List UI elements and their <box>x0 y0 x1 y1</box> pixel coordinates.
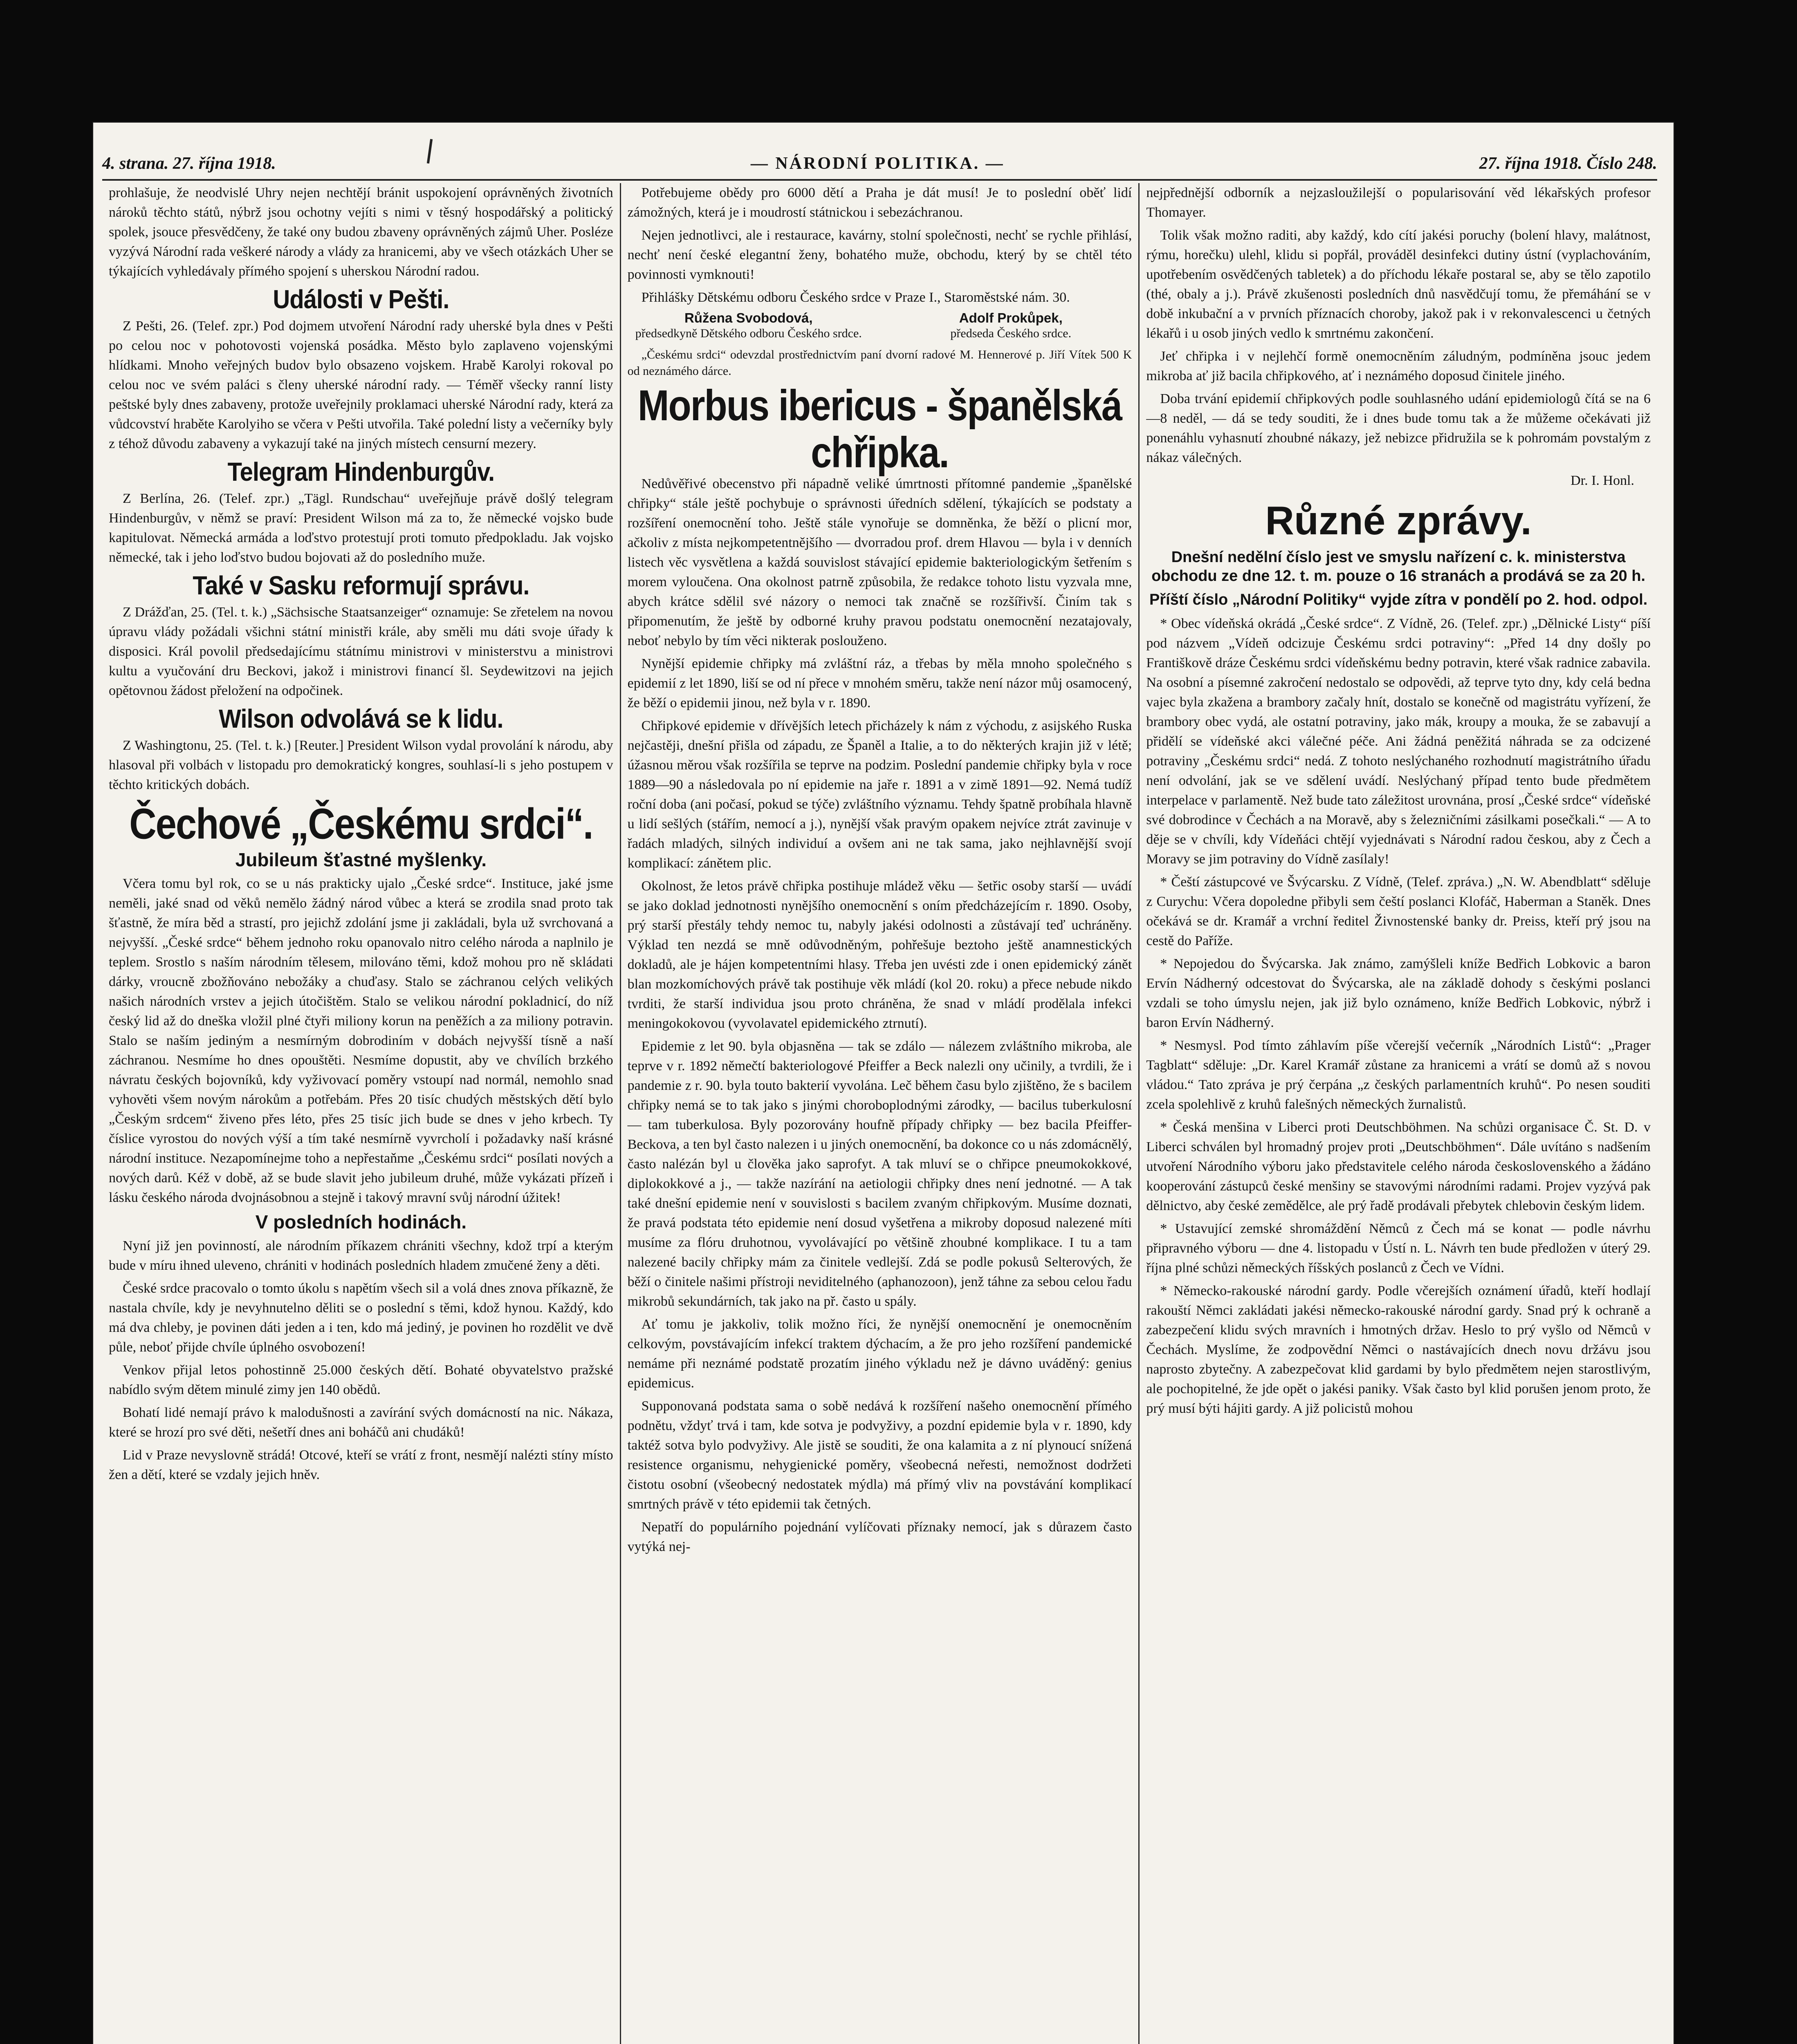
columns <box>102 183 1657 2044</box>
article-text: Doba trvání epidemií chřipkových podle souhlasného udání epidemiologů čítá se na 6—8 neděl, — dá se tedy souditi, že i dnes bude tomu tak a že můžeme očekávati již ponenáhlu vyhasnutí zhoubné nákazy, jež nebizce přidružila se k pohromám povstalým z nákaz válečných. <box>1146 391 1651 465</box>
article-text: prohlašuje, že neodvislé Uhry nejen nechtějí bránit uspokojení oprávněných životních nároků těchto států, nýbrž jsou ochotny vejíti s nimi v těsný hospodářský a politický spolek, jsouce přesvědčeny, že také ony budou zbaveny oprávněných zájmů Uher. Posléze vyzývá Národní rada veškeré národy a vlády za hranicemi, aby ve všech otázkách Uher se týkajících vyhledávaly přímého spojení s uherskou Národní radou. <box>109 185 613 279</box>
signature-role: předseda Českého srdce. <box>950 327 1072 340</box>
signature-role: předsedkyně Dětského odboru Českého srdce. <box>635 327 862 340</box>
article-text: Lid v Praze nevyslovně strádá! Otcové, kteří se vrátí z front, nesmějí nalézti stíny místo žen a dětí, které se vzdaly jejich hněv. <box>109 1448 613 1482</box>
header-rule <box>102 179 1657 181</box>
article-text: Včera tomu byl rok, co se u nás prakticky ujalo „České srdce“. Instituce, jaké jsme neměli, jaké snad od věků nemělo žádný národ vůbec a která se zrodila snad proto tak šťastně, že míra běd a strastí, pro jejichž zdolání jsme ji zakládali, byla už svrchovaná a nejvyšší. „České srdce“ během jednoho roku opanovalo nitro celého národa a naplnilo je teplem. Srostlo s naším národním tělesem, milováno těmi, kdož mohou pro ně skládati dárky, vroucně zbožňováno nebožáky a chuďasy. Stalo se záchranou celých velikých našich národních vrstev a jejich útočištěm. Stalo se velikou národní pokladnicí, do níž český lid až do dneška vložil plné čtyři miliony korun na peněžích a za miliony potravin. Stalo se naším jediným a nesmírným dobrodiním v dobách nejvyšší tísně a naší záchranou. Nesmíme ho dnes opouštěti. Nesmíme dopustit, aby ve chvílích brzkého návratu českých bojovníků, kdy vyživovací poměry vstoupí nad normál, nemohlo snad vyhověti všem novým nárokům a potřebám. Přes 20 tisíc chudých městských dětí bylo „Českým srdcem“ živeno přes léto, přes 25 tisíc jich bude se dnes v jeho krbech. Ty číslice vyrostou do nových výší a tím také nesmírně vyvrcholí i požadavky naší krásné národní instituce. Nezapomínejme toho a nepřestaňme „Českému srdci“ posílati nových a nových darů. Kéž v době, až se bude slavit jeho jubileum druhé, může vykázati přízeň i lásku českého národa dvojnásobnou a stejně i takový mravní svůj národní úžitek! <box>109 876 613 1205</box>
article-text: Nedůvěřivé obecenstvo při nápadně veliké úmrtnosti přítomné pandemie „španělské chřipky“ stále ještě pochybuje o správnosti úředních sdělení, týkajících se podstaty a rozšíření onemocnění toho. Ještě stále vynořuje se domněnka, že běží o plicní mor, ačkoliv z místa nejkompetentnějšího — dvorradou prof. drem Hlavou — byla i v denních listech věc vysvětlena a každá souvislost stávající epidemie bakteriologickým šetřením s morem vyloučena. Ona okolnost patrně způsobila, že redakce tohoto listu vyzvala mne, abych krátce sdělil své názory o nemoci tak značně se rozšířivší. Činím tak s připomenutím, že ještě by odborné kruhy pravou podstatu onemocnění nezatajovaly, neboť nebylo by tím věci nikterak poslouženo. <box>627 476 1132 648</box>
header-title: — NÁRODNÍ POLITIKA. — <box>750 154 1005 173</box>
article-text: Z Washingtonu, 25. (Tel. t. k.) [Reuter.] President Wilson vydal provolání k národu, aby hlasoval při volbách v listopadu pro demokratický kongres, souhlasí-li s jeho postupem v těchto kritických dobách. <box>109 738 613 792</box>
newspaper-page <box>93 123 1674 2044</box>
headline-saxony: Také v Sasku reformují správu. <box>193 571 529 601</box>
headline-events-pest: Události v Pešti. <box>273 285 449 314</box>
column-2 <box>620 183 1139 2044</box>
notice-next-issue: Příští číslo „Národní Politiky“ vyjde zítra v pondělí po 2. hod. odpol. <box>1149 591 1648 608</box>
article-text: České srdce pracovalo o tomto úkolu s napětím všech sil a volá dnes znova příkazně, že nastala chvíle, kdy je nevyhnutelno děliti se o poslední s těmi, kdož hynou. Každý, kdo má dva chleby, je povinen dáti jeden a i ten, kdo má jediný, je povinen ho rozdělit ve dvě půle, neboť přijde chvíle úplného osvobození! <box>109 1281 613 1355</box>
news-item: * Německo-rakouské národní gardy. Podle včerejších oznámení úřadů, kteří hodlají rakouští Němci zakládati jakési německo-rakouské národní gardy. Snad prý k ochraně a zabezpečení klidu svých mravních i hmotných držav. Heslo to prý vyšlo od Němců v Čechách. Myslíme, že zodpovědní Němci o nastávajících dnech novu držávu jsou naprosto zbytečny. A zabezpečovat klid gardami by bylo předmětem nejen starostlivým, ale pochopitelné, že jde opět o jakési paniky. Však často byl klid porušen jenom proto, že prý musí býti hájiti gardy. A již policistů mohou <box>1146 1283 1651 1416</box>
article-text: Přihlášky Dětskému odboru Českého srdce v Praze I., Staroměstské nám. 30. <box>641 290 1070 305</box>
article-text: nejpřednější odborník a nejzasloužilejší o popularisování věd lékařských profesor Thomayer. <box>1146 185 1651 220</box>
article-text: Nepatří do populárního pojednání vylíčovati příznaky nemocí, jak s důrazem často vytýká nej- <box>627 1520 1132 1554</box>
headline-czech-heart: Čechové „Českému srdci“. <box>129 800 593 848</box>
news-item: * Ustavující zemské shromáždění Němců z Čech má se konat — podle návrhu připravného výboru — dne 4. listopadu v Ústí n. L. Návrh ten bude předložen v úterý 29. října plné schůzi německých říšských poslanců z Čech ve Vídni. <box>1146 1221 1651 1275</box>
donation-note: „Českému srdci“ odevzdal prostřednictvím paní dvorní radové M. Hennerové p. Jiří Vítek 500 K od neznámého dárce. <box>627 348 1132 378</box>
news-item: * Čeští zástupcové ve Švýcarsku. Z Vídně, (Telef. zpráva.) „N. W. Abendblatt“ sděluje z Curychu: Včera dopoledne přibyli sem čeští poslanci Klofáč, Haberman a Staněk. Dnes očekává se dr. Kramář a vrchní ředitel Živnostenské banky dr. Preiss, kteří prý jsou na cestě do Paříže. <box>1146 874 1651 948</box>
headline-spanish-flu: Morbus ibericus - španělská chřipka. <box>637 381 1122 477</box>
headline-various-news: Různé zprávy. <box>1265 498 1532 543</box>
article-text: Nyní již jen povinností, ale národním příkazem chrániti všechny, kdož trpí a kterým bude v míru ihned uleveno, chrániti v hodinách posledních hladem zmučené ženy a děti. <box>109 1238 613 1273</box>
article-text: Supponovaná podstata sama o sobě nedává k rozšíření našeho onemocnění přímého podnětu, vždyť trvá i tam, kde sotva je podvyživy, a pozdní epidemie byla v r. 1890, kdy taktéž sotva bylo podvyživy. Ale jistě se souditi, že ona kalamita a z ní plynoucí snížená resistence organismu, nehygienické poměry, všeobecná neřesti, nemožnost dodržeti čistotu osobní (všeobecný nedostatek mýdla) má přímý vliv na povstávání komplikací smrtných právě v této epidemii tak četných. <box>627 1399 1132 1512</box>
header-right: 27. října 1918. Číslo 248. <box>1479 154 1657 173</box>
news-item: * Česká menšina v Liberci proti Deutschböhmen. Na schůzi organisace Č. St. D. v Liberci schválen byl hromadný projev proti „Deutschböhmen“. Dále uvítáno s nadšením utvoření Národního výboru jako představitele celého národa československého a žádáno kooperování zástupců české menšiny se stavovými národními radami. Projev vyzývá pak dělnictvo, aby české zemědělce, ale prý řadě prodávali přebytek chlebovin českým lidem. <box>1146 1120 1651 1213</box>
article-text: Jeť chřipka i v nejlehčí formě onemocněním záludným, podmíněna jsouc jedem mikroba ať již bacila chřipkového, ať i neznámého doposud činitele jiného. <box>1146 349 1651 383</box>
article-text: Nejen jednotlivci, ale i restaurace, kavárny, stolní společnosti, nechť se rychle přihlásí, nechť není české elegantní ženy, bohatého muže, obchodu, který by se chtěl této povinnosti vymknouti! <box>627 228 1132 282</box>
article-text: Okolnost, že letos právě chřipka postihuje mládež věku — šetřic osoby starší — uvádí se jako doklad jednotnosti nynějšího onemocnění s oním předcházejícím r. 1890. Osoby, prý starší přestály tehdy nemoc tu, nabyly jakési odolnosti a zůstávají teď uchráněny. Výklad ten nezdá se mně odůvodněným, pohřešuje beztoho ještě anamnestických dokladů, ale je hájen kompetentními hlasy. Třeba jen uvésti zde i onen epidemický zánět blan mozkomíchových právě tak postihuje věk mládí (kol 20. roku) a přece nebude nikdo tvrditi, že starší individua jsou proto chráněna, že snad v mládí prodělala infekci meningokokovou (vyvolavatel epidemického ztrnutí). <box>627 879 1132 1031</box>
article-text: Z Berlína, 26. (Telef. zpr.) „Tägl. Rundschau“ uveřejňuje právě došlý telegram Hindenburgův, v němž se praví: President Wilson má za to, že německé vojsko bude kapitulovat. Německá armáda a loďstvo protestují proti tomuto předpokladu. Jak vojsko německé, tak i jeho loďstvo budou bojovati až do posledního muže. <box>109 491 613 565</box>
article-text: Ať tomu je jakkoliv, tolik možno říci, že nynější onemocnění je onemocněním celkovým, povstávajícím infekcí traktem dýchacím, a že pro jeho rozšíření pandemické nemáme při neznámé podstatě prozatím jiného výkladu než je dávno uváděný: genius epidemicus. <box>627 1317 1132 1391</box>
article-text: Potřebujeme obědy pro 6000 dětí a Praha je dát musí! Je to poslední oběť lidí zámožných, která je i moudrostí státnickou i sebezáchranou. <box>627 185 1132 220</box>
signatures <box>628 311 1132 341</box>
column-1 <box>102 183 620 2044</box>
subheadline-jubilee: Jubileum šťastné myšlenky. <box>235 849 487 870</box>
subheadline-last-hours: V posledních hodinách. <box>255 1211 467 1233</box>
article-text: Venkov přijal letos pohostinně 25.000 českých dětí. Bohaté obyvatelstvo pražské nabídlo svým dětem minulé zimy jen 140 obědů. <box>109 1363 613 1397</box>
signature-name: Adolf Prokůpek, <box>959 310 1063 325</box>
headline-wilson: Wilson odvolává se k lidu. <box>219 704 503 734</box>
article-text: Z Pešti, 26. (Telef. zpr.) Pod dojmem utvoření Národní rady uherské byla dnes v Pešti po celou noc v pohotovosti vojenská posádka. Město bylo zaplaveno vojenskými hlídkami. Mnoho veřejných budov bylo obsazeno vojskem. Hrabě Karolyi rokoval po celou noc ve svém paláci s členy uherské národní rady. — Téměř všecky ranní listy peštské byly dnes zabaveny, protože uveřejnily proklamaci uherské Národní rady, která za vůdcovství hraběte Karolyiho se včera v Pešti utvořila. Také polední listy a večerníky byly z téhož důvodu zabaveny a vykazují také na jiných místech censurní mezery. <box>109 318 613 451</box>
headline-hindenburg-telegram: Telegram Hindenburgův. <box>227 457 495 487</box>
article-text: Chřipkové epidemie v dřívějších letech přicházely k nám z východu, z asijského Ruska nejčastěji, dnešní přišla od západu, ze Španěl a Italie, a to do některých krajin již v létě; úžasnou měrou však rozšířila se teprve na podzim. Poslední pandemie chřipky byla v roce 1889—90 a následovala po ní epidemie na jaře r. 1891 a v zimě 1891—92. Nemá tudíž roční doba (ani počasí, pokud se týče) zvláštního významu. Tehdy špatně probíhala hlavně u lidí sešlých (stářím, nemocí a j.), nynější však pravým opakem nejvíce ztrát zavinuje v řadách mladých, silných individuí a ovšem ani ne tak sama, jako nejhlavnější svojí komplikací: zánětem plic. <box>627 718 1132 871</box>
page-header <box>102 151 1657 176</box>
notice-sunday-issue: Dnešní nedělní číslo jest ve smyslu nařízení c. k. ministerstva obchodu ze dne 12. t. m. pouze o 16 stranách a prodává se za 20 h. <box>1151 549 1646 585</box>
signature-name: Růžena Svobodová, <box>684 310 813 325</box>
article-text: Bohatí lidé nemají právo k malodušnosti a zavírání svých domácností na nic. Nákaza, které se hrozí pro své děti, nešetří dnes ani boháčů ani chudáků! <box>109 1405 613 1440</box>
news-item: * Nepojedou do Švýcarska. Jak známo, zamýšleli kníže Bedřich Lobkovic a baron Ervín Nádherný odcestovat do Švýcarska, ale na základě dohody s českými poslanci vzdali se toho úmyslu nejen, jak již bylo oznámeno, kníže Bedřich Lobkovic, nýbrž i baron Ervín Nádherný. <box>1146 956 1651 1030</box>
news-item: * Obec vídeňská okrádá „České srdce“. Z Vídně, 26. (Telef. zpr.) „Dělnické Listy“ píší pod názvem „Vídeň odcizuje Českému srdci potraviny“: „Před 14 dny došly po Františkově dráze Českému srdci vídeňskému bedny potravin, které však radnice zabavila. Na osobní a písemné zakročení nedostalo se odpovědi, až teprve tyto dny, kdy celá bedna vajec byla zkažena a brambory začaly hnít, dostalo se konečně od magistrátu vyřízení, že brambory obec vydá, ale ostatní potraviny, jako mák, kroupy a mouka, že se zabavují a přidělí se vídeňské akci válečné péče. Ani žádná peněžitá náhrada se za odcizené potraviny „Českému srdci“ nedá. Z tohoto neslýchaného rozhodnutí magistrátního úřadu není odvolání, jak se ve sdělení uvádí. Neslýchaný případ tento bude předmětem interpelace v parlamentě. Než bude tato záležitost urovnána, prosí „České srdce“ vídeňské své dobrodince v Čechách a na Moravě, aby s železničními zásilkami posečkali.“ — A to děje se v chvíli, kdy Vídeňáci chtějí vyjednávati s Národní radou českou, aby z Čech a Moravy se jim potraviny do Vídně zasílaly! <box>1146 616 1651 867</box>
article-author: Dr. I. Honl. <box>1570 473 1635 488</box>
article-text: Tolik však možno raditi, aby každý, kdo cítí jakési poruchy (bolení hlavy, malátnost, rýmu, horečku) ulehl, klidu si popřál, prováděl desinfekci dutiny ústní (vyplachováním, upotřebením osvědčených tabletek) a do příchodu lékaře postaral se, aby se tělo zapotilo (thé, obaly a j.). Právě zkušenosti posledních dnů nasvědčují tomu, že přemáhání se v době inkubační a v prvních příznacích choroby, jakož pak i v rekonvalescenci u četných lékařů i u osob jiných vedlo k smrtnému zakončení. <box>1146 228 1651 341</box>
signature-left <box>628 311 870 341</box>
signature-right <box>890 311 1132 341</box>
news-item: * Nesmysl. Pod tímto záhlavím píše včerejší večerník „Národních Listů“: „Prager Tagblatt“ sděluje: „Dr. Karel Kramář zůstane za hranicemi a vrátí se domů až s novou vládou.“ Tato zpráva je prý čerpána „z českých parlamentních kruhů“. Po nesen souditi zcela spolehlivě z kruhů falešných německých žurnalistů. <box>1146 1038 1651 1112</box>
article-text: Nynější epidemie chřipky má zvláštní ráz, a třebas by měla mnoho společného s epidemií z let 1890, liší se od ní přece v mnohém směru, takže není názor můj osamocený, že běží o epidemii jinou, než byla v r. 1890. <box>627 656 1132 710</box>
article-text: Epidemie z let 90. byla objasněna — tak se zdálo — nálezem zvláštního mikroba, ale teprve v r. 1892 němečtí bakteriologové Pfeiffer a Beck nalezli ony učinily, a tvrdili, že i pandemie z r. 90. byla touto bakterií vyvolána. Leč během času bylo zjištěno, že s bacilem chřipky nemá se to tak jako s jinými choroboplodnými zárodky, — bacilus tuberkulosní — tam tuberkulosa. Byly pozorovány houfně případy chřipky — bez bacila Pfeiffer-Beckova, a ten byl často nalezen i u jiných onemocnění, ba dokonce co u nás zdomácnělý, často nalézán byl u člověka jako saprofyt. A tak mluví se o chřipce pneumokokkové, diplokokkové a j., — takže nazírání na aetiologii chřipky dnes není jednotné. — A tak také dnešní epidemie není v souvislosti s bacilem zvaným chřipkovým. Musíme doznati, že pravá podstata této epidemie není dosud vyšetřena a mikroby doposud nalezené míti musíme za flóru druhotnou, vyvolávající po většině zhoubné komplikace. I tu a tam nalezené bacily chřipky mám za činitele vedlejší. Zdá se podle pokusů Selterových, že běží o činitele našimi přístroji neviditelného (aphanozoon), jenž táhne za sebou celou řadu mikrobů sekundárních, tak jako na př. často u spály. <box>627 1039 1132 1309</box>
article-text: Z Drážďan, 25. (Tel. t. k.) „Sächsische Staatsanzeiger“ oznamuje: Se zřetelem na novou úpravu vlády požádali všichni státní ministři krále, aby směli mu dáti svoje úřady k disposici. Král povolil předsedajícímu státnímu ministrovi v ministerstvu a ministrovi kultu a vyučování dru Beckovi, jakož i ministrovi financí šl. Seydewitzovi na jejich opětovnou žádost přeložení na odpočinek. <box>109 605 613 698</box>
header-left: 4. strana. 27. října 1918. <box>102 154 276 173</box>
column-3 <box>1138 183 1657 2044</box>
